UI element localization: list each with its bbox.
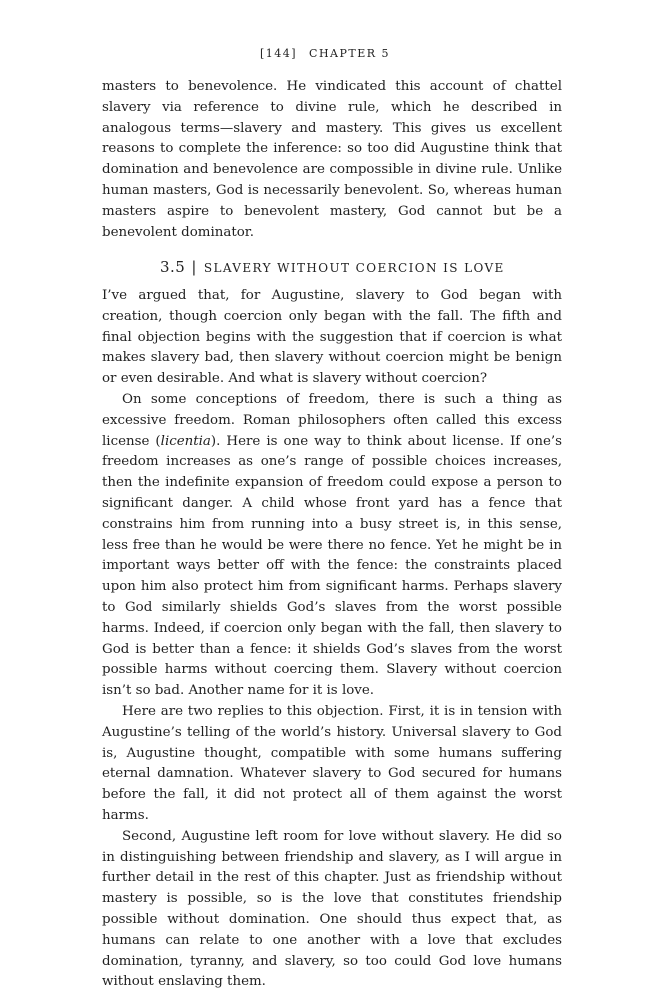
section-heading <box>160 258 505 276</box>
continuation-text-block <box>102 77 562 243</box>
paragraph-2-text-a: On some conceptions of freedom, there is such a thing as excessive freedom. Roman philosophers often called this excess license ( <box>102 391 562 449</box>
paragraph-2-text-b: ). Here is one way to think about license. If one’s freedom increases as one’s range of possible choices increases, then the indefinite expansion of freedom could expose a person to significant danger. A child whose front yard has a fence that constrains him from running into a busy street is, in this sense, less free than he would be were there no fence. Yet he might be in important ways better off with the fence: the constraints placed upon him also protect him from significant harms. Perhaps slavery to God similarly shields God’s slaves from the worst possible harms. Indeed, if coercion only began with the fall, then slavery to God is better than a fence: it shields God’s slaves from the worst possible harms without coercing them. Slavery without coercion isn’t so bad. Another name for it is love. <box>102 433 562 699</box>
paragraph-1: I’ve argued that, for Augustine, slavery to God began with creation, though coercion only began with the fall. The fifth and final objection begins with the suggestion that if coercion is what makes slavery bad, then slavery without coercion might be benign or even desirable. And what is slavery without coercion? <box>102 288 562 387</box>
paragraph-3: Here are two replies to this objection. First, it is in tension with Augustine’s telling of the world’s history. Universal slavery to God is, Augustine thought, compatible with some humans suffering eternal damnation. Whatever slavery to God secured for humans before the fall, it did not protect all of them against the worst harms. <box>102 703 562 823</box>
section-title: SLAVERY WITHOUT COERCION IS LOVE <box>203 261 505 275</box>
section-divider: | <box>191 258 198 276</box>
continuation-paragraph: masters to benevolence. He vindicated this account of chattel slavery via reference to divine rule, which he described in analogous terms—slavery and mastery. This gives us excellent reasons to complete the inference: so too did Augustine think that domination and benevolence are compossible in divine rule. Unlike human masters, God is necessarily benevolent. So, whereas human masters aspire to benevolent mastery, God cannot but be a benevolent dominator. <box>102 79 562 240</box>
section-body <box>102 286 562 993</box>
page-number: [144] <box>259 47 298 60</box>
paragraph-2-italic-term: licentia <box>160 433 211 449</box>
paragraph-2 <box>102 390 562 702</box>
chapter-label: CHAPTER 5 <box>309 47 391 60</box>
section-number: 3.5 <box>160 258 186 276</box>
running-head <box>0 47 650 60</box>
paragraph-4: Second, Augustine left room for love without slavery. He did so in distinguishing between friendship and slavery, as I will argue in further detail in the rest of this chapter. Just as friendship without mastery is possible, so is the love that constitutes friendship possible without domination. One should thus expect that, as humans can relate to one another with a love that excludes domination, tyranny, and slavery, so too could God love humans without enslaving them. <box>102 828 562 990</box>
